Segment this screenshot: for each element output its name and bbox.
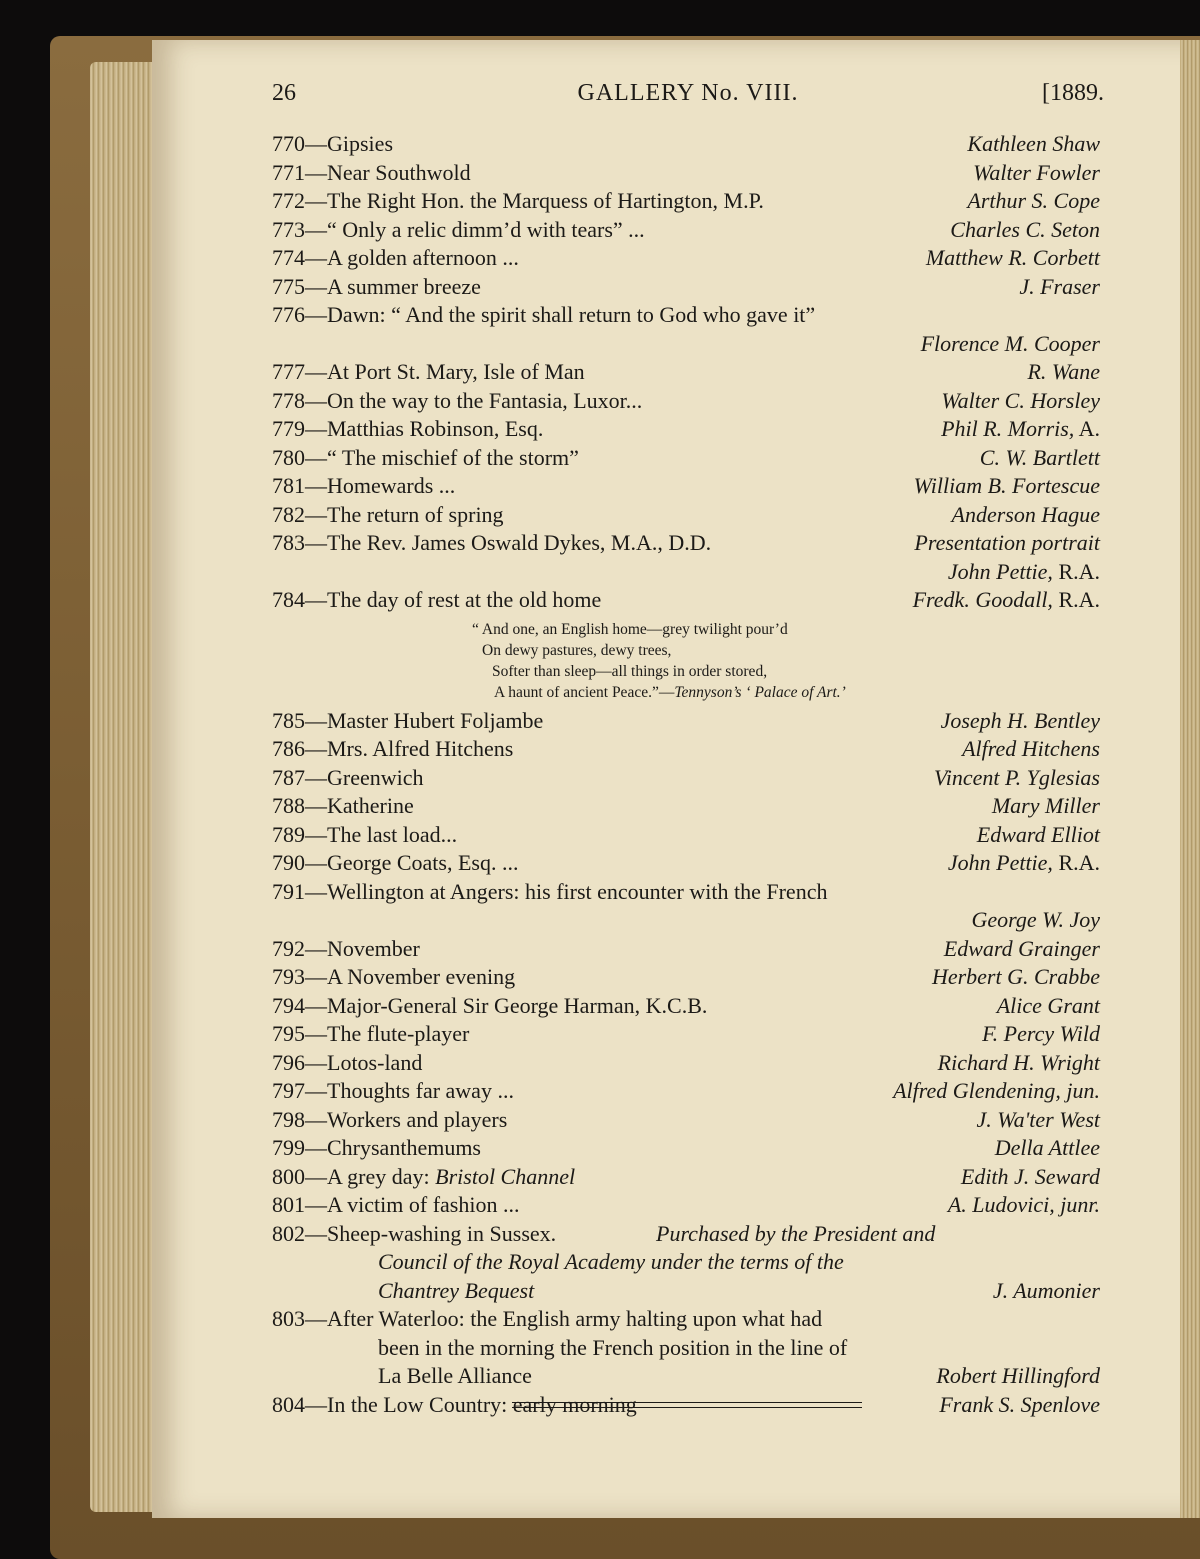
entry-title-text: November [327, 935, 420, 961]
catalogue-entry-continued [272, 1248, 1100, 1277]
entry-title-text: Dawn: “ And the spirit shall return to God who gave it” [327, 302, 816, 327]
artist-name: R. Wane [1027, 359, 1100, 384]
closing-rule [512, 1402, 862, 1408]
entry-title-text: The Right Hon. the Marquess of Hartington, M.P. [327, 188, 764, 213]
catalogue-entry [272, 878, 1100, 907]
catalogue-entries [272, 130, 1100, 1419]
page-number: 26 [272, 80, 296, 106]
catalogue-entry [272, 358, 1100, 387]
entry-title-italic: Bristol Channel [429, 1163, 576, 1189]
entry-number: 789 [272, 821, 305, 847]
catalogue-entry [272, 735, 1100, 764]
entry-title: 802—Sheep-washing in Sussex. [272, 1220, 557, 1246]
entry-title: 781—Homewards ... [272, 473, 456, 498]
entry-number: 777 [272, 359, 305, 384]
entry-title: 778—On the way to the Fantasia, Luxor... [272, 387, 643, 413]
page-edges-left [90, 62, 160, 1512]
artist-name: Fredk. Goodall, R.A. [912, 587, 1100, 612]
artist-name: Robert Hillingford [936, 1363, 1100, 1388]
entry-title-text: George Coats, Esq. ... [327, 850, 519, 875]
entry-title: 792—November [272, 935, 420, 961]
artist-name: George W. Joy [971, 907, 1100, 932]
catalogue-entry [272, 1220, 1100, 1249]
entry-title: 798—Workers and players [272, 1106, 508, 1132]
entry-title-text: A grey day: [327, 1163, 430, 1189]
gallery-title: GALLERY No. VIII. [577, 80, 799, 106]
entry-title-text: Matthias Robinson, Esq. [327, 416, 544, 441]
year: [1889. [1042, 80, 1104, 106]
artist-name: Kathleen Shaw [967, 131, 1100, 156]
catalogue-entry [272, 159, 1100, 188]
entry-number: 774 [272, 245, 305, 270]
artist-name: Alice Grant [996, 992, 1100, 1018]
entry-title: 796—Lotos-land [272, 1049, 423, 1075]
entry-title-text: On the way to the Fantasia, Luxor... [327, 387, 643, 413]
entry-title: 780—“ The mischief of the storm” [272, 444, 579, 470]
artist-name: Alfred Hitchens [962, 736, 1100, 761]
catalogue-entry [272, 187, 1100, 216]
page-edges-right [1180, 40, 1200, 1518]
artist-name: Edith J. Seward [960, 1163, 1100, 1189]
entry-title: 786—Mrs. Alfred Hitchens [272, 736, 514, 761]
entry-number: 790 [272, 850, 305, 875]
artist-name: William B. Fortescue [913, 473, 1100, 498]
entry-title: 785—Master Hubert Foljambe [272, 707, 544, 733]
entry-title: 784—The day of rest at the old home [272, 587, 602, 612]
catalogue-entry [272, 586, 1100, 615]
quote-line: On dewy pastures, dewy trees, [482, 641, 672, 659]
entry-number: 780 [272, 444, 305, 470]
entry-title-text: A summer breeze [327, 273, 481, 299]
entry-title-continued: been in the morning the French position in the line of [378, 1334, 848, 1360]
catalogue-entry-continued [272, 1334, 1100, 1363]
catalogue-entry [272, 130, 1100, 159]
entry-title-text: “ Only a relic dimm’d with tears” ... [327, 216, 645, 242]
entry-title-text: Workers and players [327, 1106, 508, 1132]
artist-name: Herbert G. Crabbe [931, 964, 1100, 989]
entry-number: 787 [272, 764, 305, 790]
catalogue-entry [272, 273, 1100, 302]
entry-number: 798 [272, 1106, 305, 1132]
artist-name: Arthur S. Cope [967, 188, 1100, 213]
entry-title-text: A golden afternoon ... [327, 245, 519, 270]
entry-title-text: Greenwich [327, 764, 424, 790]
catalogue-entry [272, 1191, 1100, 1220]
catalogue-entry-continued [272, 1277, 1100, 1306]
entry-title: 788—Katherine [272, 793, 414, 818]
entry-number: 772 [272, 188, 305, 213]
catalogue-entry [272, 244, 1100, 273]
entry-title-text: Thoughts far away ... [327, 1078, 514, 1103]
entry-number: 791 [272, 878, 305, 904]
quote-line: A haunt of ancient Peace.”—Tennyson’s ‘ Palace of Art.’ [494, 683, 846, 701]
catalogue-entry [272, 1305, 1100, 1334]
entry-title: 789—The last load... [272, 821, 458, 847]
catalogue-entry [272, 821, 1100, 850]
entry-title-text: The last load... [327, 821, 458, 847]
quote-source: Tennyson’s ‘ Palace of Art.’ [674, 683, 846, 701]
entry-title-text: Major-General Sir George Harman, K.C.B. [327, 992, 708, 1018]
entry-title-text: Katherine [327, 793, 414, 818]
artist-name: Frank S. Spenlove [939, 1391, 1100, 1417]
artist-name: John Pettie, R.A. [947, 850, 1100, 875]
entry-number: 794 [272, 992, 305, 1018]
entry-number: 785 [272, 707, 305, 733]
artist-name: J. Fraser [1019, 273, 1100, 299]
entry-title: 799—Chrysanthemums [272, 1135, 481, 1160]
entry-title-text: The return of spring [327, 501, 504, 527]
entry-title-continued: Council of the Royal Academy under the terms of the [378, 1249, 844, 1274]
artist-name: Edward Elliot [976, 821, 1100, 847]
entry-number: 775 [272, 273, 305, 299]
artist-name: John Pettie, R.A. [947, 558, 1100, 584]
artist-name: Florence M. Cooper [920, 330, 1100, 356]
entry-title-italic: Purchased by the President and [656, 1220, 936, 1246]
entry-title: 775—A summer breeze [272, 273, 481, 299]
entry-title-text: Wellington at Angers: his first encounter with the French [327, 878, 828, 904]
entry-number: 797 [272, 1078, 305, 1103]
entry-title-text: Near Southwold [327, 159, 471, 185]
entry-number: 795 [272, 1021, 305, 1046]
catalogue-entry [272, 963, 1100, 992]
catalogue-entry [272, 1077, 1100, 1106]
catalogue-entry [272, 707, 1100, 736]
catalogue-entry-continued [272, 330, 1100, 359]
entry-number: 771 [272, 159, 305, 185]
catalogue-entry [272, 792, 1100, 821]
page-header [272, 80, 1104, 120]
entry-title: 774—A golden afternoon ... [272, 245, 519, 270]
artist-name: C. W. Bartlett [979, 444, 1100, 470]
entry-number: 778 [272, 387, 305, 413]
entry-number: 783 [272, 530, 305, 555]
entry-number: 784 [272, 587, 305, 612]
catalogue-entry-continued [272, 1362, 1100, 1391]
artist-name: Charles C. Seton [950, 216, 1100, 242]
artist-name: Mary Miller [991, 793, 1100, 818]
entry-number: 801 [272, 1192, 305, 1217]
entry-title-text: Chrysanthemums [327, 1135, 481, 1160]
entry-number: 786 [272, 736, 305, 761]
artist-suffix: R.A. [1052, 587, 1100, 612]
artist-name: Vincent P. Yglesias [933, 764, 1100, 790]
entry-number: 788 [272, 793, 305, 818]
entry-title-text: The day of rest at the old home [327, 587, 602, 612]
artist-suffix: A. [1074, 416, 1100, 441]
entry-title: 773—“ Only a relic dimm’d with tears” ... [272, 216, 645, 242]
entry-number: 796 [272, 1049, 305, 1075]
entry-number: 779 [272, 416, 305, 441]
entry-title: 787—Greenwich [272, 764, 424, 790]
artist-name: Joseph H. Bentley [940, 707, 1100, 733]
artist-name: J. Wa'ter West [976, 1106, 1100, 1132]
entry-title: 777—At Port St. Mary, Isle of Man [272, 359, 585, 384]
catalogue-entry [272, 1163, 1100, 1192]
entry-title-text: Homewards ... [327, 473, 456, 498]
entry-title: 772—The Right Hon. the Marquess of Hartington, M.P. [272, 188, 764, 213]
entry-number: 782 [272, 501, 305, 527]
entry-title: 783—The Rev. James Oswald Dykes, M.A., D.D. [272, 530, 712, 555]
entry-title: 794—Major-General Sir George Harman, K.C.B. [272, 992, 708, 1018]
catalogue-entry [272, 849, 1100, 878]
entry-title: 804—In the Low Country: early morning [272, 1391, 637, 1417]
artist-name: Anderson Hague [951, 501, 1100, 527]
entry-number: 770 [272, 131, 305, 156]
artist-name: A. Ludovici, junr. [947, 1192, 1100, 1217]
entry-title: 793—A November evening [272, 964, 516, 989]
catalogue-entry [272, 764, 1100, 793]
entry-title: 797—Thoughts far away ... [272, 1078, 514, 1103]
artist-name: Matthew R. Corbett [925, 245, 1100, 270]
entry-title-text: A November evening [327, 964, 516, 989]
entry-title: 782—The return of spring [272, 501, 504, 527]
artist-name: F. Percy Wild [982, 1021, 1100, 1046]
entry-title: 790—George Coats, Esq. ... [272, 850, 519, 875]
entry-title: 800—A grey day: Bristol Channel [272, 1163, 576, 1189]
entry-title-continued: La Belle Alliance [378, 1363, 532, 1388]
entry-title-text: Lotos-land [327, 1049, 423, 1075]
entry-title-text: Mrs. Alfred Hitchens [327, 736, 514, 761]
catalogue-entry [272, 992, 1100, 1021]
entry-title: 776—Dawn: “ And the spirit shall return to God who gave it” [272, 302, 816, 327]
entry-title: 779—Matthias Robinson, Esq. [272, 416, 544, 441]
entry-title-continued: Chantrey Bequest [378, 1277, 535, 1303]
entry-title-text: Master Hubert Foljambe [327, 707, 544, 733]
artist-name: Richard H. Wright [937, 1049, 1100, 1075]
entry-title: 791—Wellington at Angers: his first encounter with the French [272, 878, 828, 904]
entry-title: 795—The flute-player [272, 1021, 470, 1046]
catalogue-entry [272, 301, 1100, 330]
catalogue-entry [272, 501, 1100, 530]
catalogue-entry [272, 1106, 1100, 1135]
entry-title: 801—A victim of fashion ... [272, 1192, 520, 1217]
artist-name: Walter C. Horsley [941, 387, 1100, 413]
artist-suffix: R.A. [1052, 558, 1100, 584]
catalogue-entry [272, 415, 1100, 444]
catalogue-entry [272, 1134, 1100, 1163]
entry-title-text: “ The mischief of the storm” [327, 444, 579, 470]
entry-title-text: A victim of fashion ... [327, 1192, 520, 1217]
catalogue-entry [272, 472, 1100, 501]
catalogue-entry-continued [272, 906, 1100, 935]
entry-number: 776 [272, 302, 305, 327]
entry-title-text: Gipsies [327, 131, 393, 156]
artist-name: Della Attlee [994, 1135, 1100, 1160]
artist-name: Walter Fowler [973, 159, 1100, 185]
entry-number: 799 [272, 1135, 305, 1160]
entry-title: 803—After Waterloo: the English army halting upon what had [272, 1306, 823, 1331]
entry-number: 793 [272, 964, 305, 989]
catalogue-entry [272, 1020, 1100, 1049]
entry-title-text: In the Low Country: early morning [327, 1391, 637, 1417]
quote-line: “ And one, an English home—grey twilight pour’d [472, 620, 788, 638]
entry-title: 770—Gipsies [272, 131, 393, 156]
artist-suffix: R.A. [1052, 850, 1100, 875]
artist-name: Phil R. Morris, A. [941, 416, 1100, 441]
entry-number: 773 [272, 216, 305, 242]
artist-name: Presentation portrait [914, 530, 1100, 555]
catalogue-entry [272, 935, 1100, 964]
entry-number: 781 [272, 473, 305, 498]
catalogue-entry [272, 216, 1100, 245]
entry-title-text: The flute-player [327, 1021, 470, 1046]
catalogue-entry [272, 1049, 1100, 1078]
catalogue-entry [272, 387, 1100, 416]
artist-name: J. Aumonier [992, 1277, 1100, 1303]
entry-number: 804 [272, 1391, 305, 1417]
artist-name: Edward Grainger [943, 935, 1100, 961]
catalogue-entry [272, 444, 1100, 473]
entry-number: 800 [272, 1163, 305, 1189]
entry-number: 792 [272, 935, 305, 961]
catalogue-entry [272, 529, 1100, 558]
catalogue-entry-continued [272, 558, 1100, 587]
tennyson-quote [472, 619, 992, 703]
artist-name: Alfred Glendening, jun. [893, 1078, 1100, 1103]
entry-title: 771—Near Southwold [272, 159, 471, 185]
entry-title-text: At Port St. Mary, Isle of Man [327, 359, 585, 384]
quote-line: Softer than sleep—all things in order stored, [492, 662, 768, 680]
entry-title-text: The Rev. James Oswald Dykes, M.A., D.D. [327, 530, 712, 555]
